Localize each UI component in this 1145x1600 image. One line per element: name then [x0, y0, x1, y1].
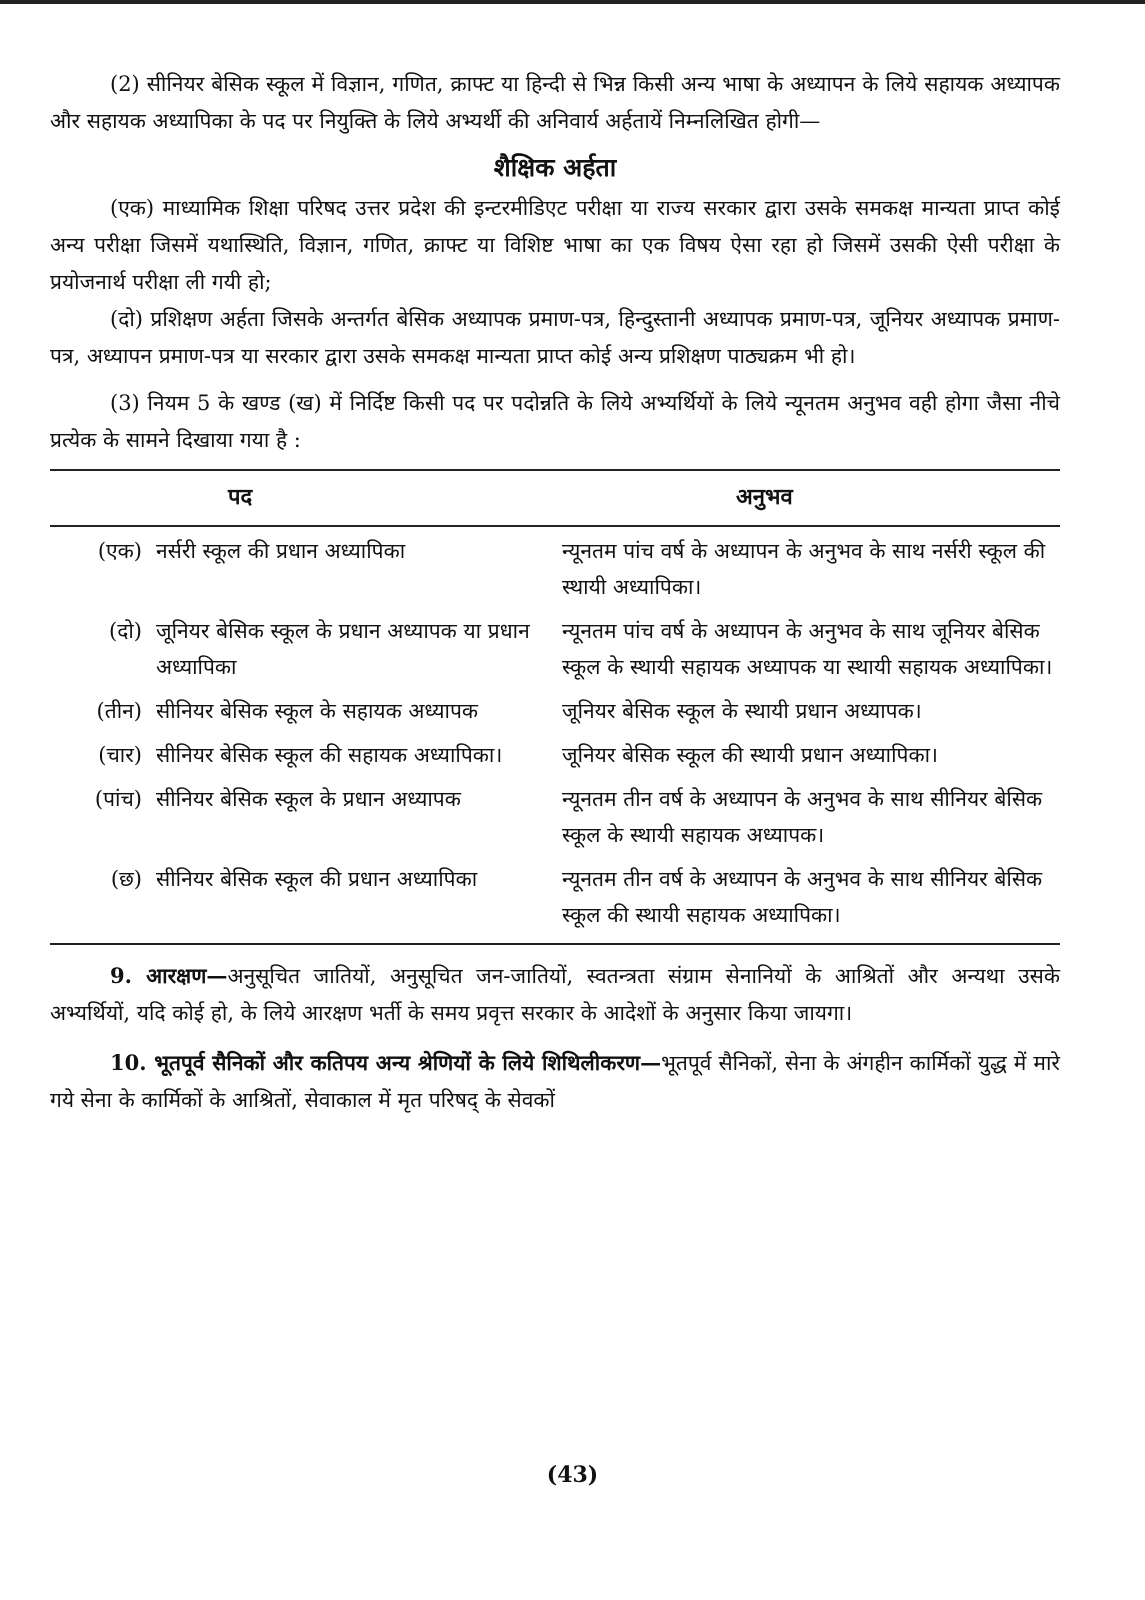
clause-2: (दो) प्रशिक्षण अर्हता जिसके अन्तर्गत बेसिक अध्यापक प्रमाण-पत्र, हिन्दुस्तानी अध्यापक प्रमाण-पत्र, जूनियर अध्यापक प्रमाण-पत्र, अध्यापन प्रमाण-पत्र या सरकार द्वारा उसके समकक्ष मान्यता प्राप्त कोई अन्य प्रशिक्षण पाठ्यक्रम भी हो।: [50, 307, 1060, 368]
document-page: [50, 66, 1060, 1119]
section-10: [50, 1044, 1060, 1119]
table-bottom-rule: [50, 943, 1060, 945]
experience-table: [50, 471, 1060, 933]
section-9: [50, 957, 1060, 1032]
row-experience: जूनियर बेसिक स्कूल की स्थायी प्रधान अध्यापिका।: [562, 743, 938, 767]
row-post: सीनियर बेसिक स्कूल की प्रधान अध्यापिका: [156, 867, 478, 891]
row-post: जूनियर बेसिक स्कूल के प्रधान अध्यापक या प्रधान अध्यापिका: [156, 619, 530, 679]
header-experience: अनुभव: [546, 471, 1060, 526]
paragraph-3: (3) नियम 5 के खण्ड (ख) में निर्दिष्ट किसी पद पर पदोन्नति के लिये अभ्यर्थियों के लिये न्यूनतम अनुभव वही होगा जैसा नीचे प्रत्येक के सामने दिखाया गया है :: [50, 391, 1060, 452]
table-row: [50, 526, 1060, 605]
table-row: [50, 685, 1060, 729]
section-10-title: 10. भूतपूर्व सैनिकों और कतिपय अन्य श्रेणियों के लिये शिथिलीकरण—: [110, 1050, 662, 1075]
row-experience: न्यूनतम तीन वर्ष के अध्यापन के अनुभव के साथ सीनियर बेसिक स्कूल के स्थायी सहायक अध्यापक।: [562, 787, 1043, 847]
row-post: सीनियर बेसिक स्कूल के प्रधान अध्यापक: [156, 787, 461, 811]
row-number: (तीन): [96, 699, 142, 723]
row-number: (छ): [110, 867, 142, 891]
row-experience: न्यूनतम पांच वर्ष के अध्यापन के अनुभव के साथ जूनियर बेसिक स्कूल के स्थायी सहायक अध्यापक या स्थायी सहायक अध्यापिका।: [562, 619, 1053, 679]
section-9-title: 9. आरक्षण—: [110, 963, 228, 988]
clause-1: (एक) माध्यामिक शिक्षा परिषद उत्तर प्रदेश की इन्टरमीडिएट परीक्षा या राज्य सरकार द्वारा उसके समकक्ष मान्यता प्राप्त कोई अन्य परीक्षा जिसमें यथास्थिति, विज्ञान, गणित, क्राफ्ट या विशिष्ट भाषा का एक विषय ऐसा रहा हो जिसमें उसकी ऐसी परीक्षा के प्रयोजनार्थ परीक्षा ली गयी हो;: [50, 196, 1060, 294]
row-post: सीनियर बेसिक स्कूल की सहायक अध्यापिका।: [156, 743, 503, 767]
section-10-text: भूतपूर्व सैनिकों, सेना के अंगहीन कार्मिकों युद्ध में मारे गये सेना के कार्मिकों के आश्रितों, सेवाकाल में मृत परिषद् के सेवकों: [50, 1051, 1060, 1112]
section-heading: शैक्षिक अर्हता: [493, 153, 617, 182]
section-9-text: अनुसूचित जातियों, अनुसूचित जन-जातियों, स्वतन्त्रता संग्राम सेनानियों के आश्रितों और अन्यथा उसके अभ्यर्थियों, यदि कोई हो, के लिये आरक्षण भर्ती के समय प्रवृत्त सरकार के आदेशों के अनुसार किया जायगा।: [50, 964, 1061, 1025]
row-number: (एक): [97, 539, 142, 563]
table-header-row: [50, 471, 1060, 526]
row-number: (चार): [98, 743, 142, 767]
row-experience: न्यूनतम पांच वर्ष के अध्यापन के अनुभव के साथ नर्सरी स्कूल की स्थायी अध्यापिका।: [562, 539, 1046, 599]
page-number: (43): [546, 1462, 599, 1488]
table-row: [50, 773, 1060, 853]
top-rule: [0, 0, 1145, 4]
row-number: (दो): [109, 619, 142, 643]
row-post: सीनियर बेसिक स्कूल के सहायक अध्यापक: [156, 699, 478, 723]
header-post: पद: [50, 471, 546, 526]
table-row: [50, 605, 1060, 685]
row-experience: न्यूनतम तीन वर्ष के अध्यापन के अनुभव के साथ सीनियर बेसिक स्कूल की स्थायी सहायक अध्यापिका।: [562, 867, 1043, 927]
row-number: (पांच): [94, 787, 142, 811]
row-post: नर्सरी स्कूल की प्रधान अध्यापिका: [156, 539, 406, 563]
table-row: [50, 729, 1060, 773]
paragraph-2: (2) सीनियर बेसिक स्कूल में विज्ञान, गणित, क्राफ्ट या हिन्दी से भिन्न किसी अन्य भाषा के अध्यापन के लिये सहायक अध्यापक और सहायक अध्यापिका के पद पर नियुक्ति के लिये अभ्यर्थी की अनिवार्य अर्हतायें निम्नलिखित होगी—: [50, 72, 1060, 133]
row-experience: जूनियर बेसिक स्कूल के स्थायी प्रधान अध्यापक।: [562, 699, 922, 723]
table-row: [50, 853, 1060, 933]
